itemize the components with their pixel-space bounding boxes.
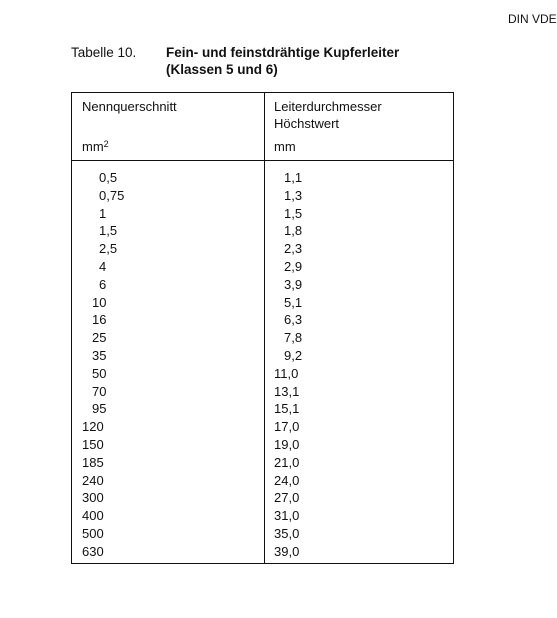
table-body (72, 169, 453, 561)
conductor-table (71, 92, 454, 564)
table-row (72, 276, 453, 294)
cell-max-diameter: 5,1 (284, 294, 303, 310)
table-row (72, 294, 453, 312)
col2-header-line-2: Höchstwert (274, 116, 340, 131)
table-row (72, 489, 453, 507)
cell-cross-section: 500 (82, 525, 104, 541)
cell-cross-section: 70 (92, 383, 107, 399)
cell-max-diameter: 17,0 (274, 419, 300, 435)
table-row (72, 311, 453, 329)
cell-cross-section: 1,5 (99, 223, 118, 239)
cell-max-diameter: 2,9 (284, 258, 303, 274)
document-header-ref: DIN VDE (508, 12, 557, 26)
cell-max-diameter: 24,0 (274, 472, 300, 488)
cell-cross-section: 0,75 (99, 187, 125, 203)
cell-cross-section: 240 (82, 472, 104, 488)
cell-cross-section: 6 (99, 276, 107, 292)
col2-header (274, 98, 382, 132)
col1-header: Nennquerschnitt (82, 99, 177, 114)
caption-label: Tabelle 10. (71, 45, 137, 60)
cell-max-diameter: 1,1 (284, 170, 303, 185)
table-row (72, 240, 453, 258)
cell-max-diameter: 35,0 (274, 525, 300, 541)
cell-max-diameter: 19,0 (274, 436, 300, 452)
table-row (72, 454, 453, 472)
table-row (72, 383, 453, 401)
table-row (72, 400, 453, 418)
cell-max-diameter: 13,1 (274, 383, 300, 399)
cell-cross-section: 1 (99, 205, 107, 221)
cell-max-diameter: 31,0 (274, 508, 300, 524)
cell-cross-section: 400 (82, 508, 104, 524)
cell-max-diameter: 2,3 (284, 241, 303, 257)
caption-title-line-1: Fein- und feinstdrähtige Kupferleiter (166, 45, 400, 60)
cell-cross-section: 2,5 (99, 241, 118, 257)
table-row (72, 365, 453, 383)
table-row (72, 258, 453, 276)
cell-max-diameter: 21,0 (274, 454, 300, 470)
col1-unit-sup: 2 (103, 139, 109, 149)
table-row (72, 169, 453, 187)
caption-title (166, 44, 399, 78)
cell-max-diameter: 1,8 (284, 223, 303, 239)
cell-cross-section: 300 (82, 490, 104, 506)
table-row (72, 472, 453, 490)
cell-max-diameter: 27,0 (274, 490, 300, 506)
cell-max-diameter: 15,1 (274, 401, 300, 417)
cell-cross-section: 95 (92, 401, 107, 417)
cell-max-diameter: 6,3 (284, 312, 303, 328)
table-row (72, 418, 453, 436)
cell-cross-section: 50 (92, 365, 107, 381)
cell-cross-section: 630 (82, 543, 104, 559)
cell-cross-section: 150 (82, 436, 104, 452)
cell-max-diameter: 7,8 (284, 330, 303, 346)
cell-max-diameter: 11,0 (274, 365, 299, 381)
header-divider (72, 160, 453, 161)
table-row (72, 187, 453, 205)
cell-max-diameter: 1,5 (284, 205, 303, 221)
cell-max-diameter: 3,9 (284, 276, 303, 292)
table-row (72, 329, 453, 347)
cell-cross-section: 25 (92, 330, 107, 346)
table-row (72, 525, 453, 543)
cell-max-diameter: 9,2 (284, 347, 303, 363)
cell-max-diameter: 1,3 (284, 187, 303, 203)
caption-title-line-2: (Klassen 5 und 6) (166, 62, 278, 77)
table-row (72, 222, 453, 240)
cell-cross-section: 10 (92, 294, 107, 310)
cell-cross-section: 4 (99, 258, 107, 274)
cell-cross-section: 0,5 (99, 170, 118, 185)
cell-cross-section: 16 (92, 312, 107, 328)
col2-unit: mm (274, 139, 296, 154)
cell-cross-section: 120 (82, 419, 104, 435)
col1-unit (82, 138, 109, 155)
cell-cross-section: 185 (82, 454, 104, 470)
table-row (72, 507, 453, 525)
table-row (72, 347, 453, 365)
table-row (72, 205, 453, 223)
table-row (72, 436, 453, 454)
col1-unit-base: mm (82, 139, 104, 154)
cell-cross-section: 35 (92, 347, 107, 363)
table-row (72, 543, 453, 561)
cell-max-diameter: 39,0 (274, 543, 300, 559)
col2-header-line-1: Leiterdurchmesser (274, 99, 382, 114)
